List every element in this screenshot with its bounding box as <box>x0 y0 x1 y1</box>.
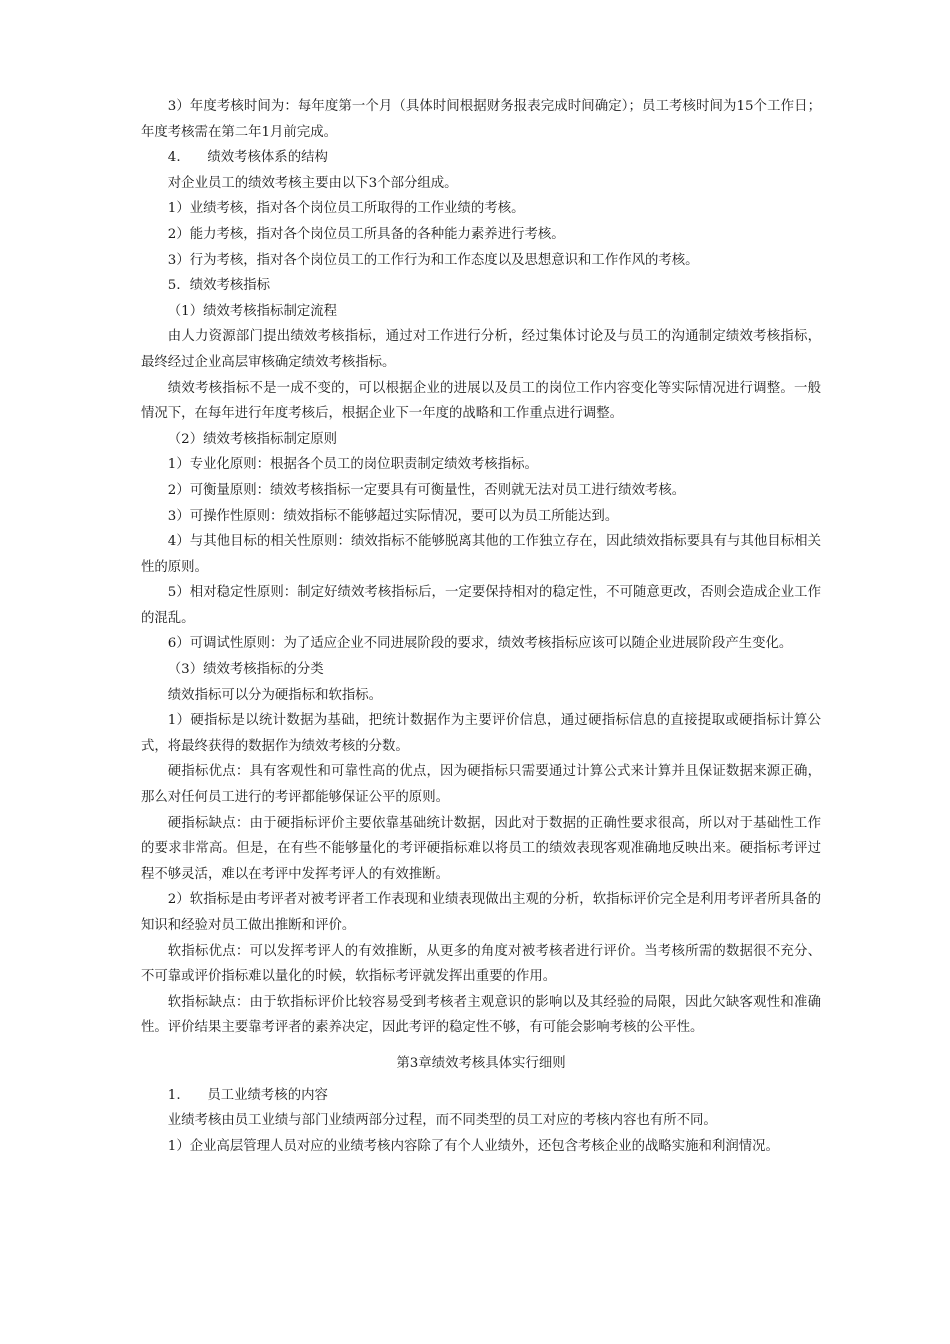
paragraph: 业绩考核由员工业绩与部门业绩两部分过程，而不同类型的员工对应的考核内容也有所不同。 <box>167 1113 717 1129</box>
list-item: 6）可调试性原则：为了适应企业不同进展阶段的要求，绩效考核指标应该可以随企业进展阶段产生变化。 <box>167 636 793 652</box>
list-item: 1）硬指标是以统计数据为基础，把统计数据作为主要评价信息，通过硬指标信息的直接提取或硬指标计算公式，将最终获得的数据作为绩效考核的分数。 <box>141 713 821 754</box>
paragraph: 对企业员工的绩效考核主要由以下3个部分组成。 <box>167 175 458 191</box>
list-item: 5）相对稳定性原则：制定好绩效考核指标后，一定要保持相对的稳定性，不可随意更改，否则会造成企业工作的混乱。 <box>141 585 821 626</box>
paragraph-exam-time: 3）年度考核时间为：每年度第一个月（具体时间根据财务报表完成时间确定）；员工考核时间为15个工作日；年度考核需在第二年1月前完成。 <box>141 99 821 140</box>
list-item: 1）企业高层管理人员对应的业绩考核内容除了有个人业绩外，还包含考核企业的战略实施和利润情况。 <box>167 1138 779 1154</box>
paragraph: 绩效指标可以分为硬指标和软指标。 <box>167 687 383 703</box>
chapter-heading: 第3章绩效考核具体实行细则 <box>396 1055 566 1071</box>
list-item: 3）行为考核，指对各个岗位员工的工作行为和工作态度以及思想意识和工作作风的考核。 <box>167 252 699 268</box>
section-heading-1: 1. 员工业绩考核的内容 <box>167 1087 328 1103</box>
paragraph: 软指标优点：可以发挥考评人的有效推断，从更多的角度对被考核者进行评价。当考核所需的数据很不充分、不可靠或评价指标难以量化的时候，软指标考评就发挥出重要的作用。 <box>141 943 821 985</box>
list-item: 2）能力考核，指对各个岗位员工所具备的各种能力素养进行考核。 <box>167 226 565 242</box>
subsection-heading: （1）绩效考核指标制定流程 <box>167 303 338 319</box>
paragraph: 软指标缺点：由于软指标评价比较容易受到考核者主观意识的影响以及其经验的局限，因此欠缺客观性和准确性。评价结果主要靠考评者的素养决定，因此考评的稳定性不够，有可能会影响考核的公平性。 <box>141 994 821 1036</box>
section-heading-5: 5．绩效考核指标 <box>167 278 271 294</box>
paragraph: 硬指标优点：具有客观性和可靠性高的优点，因为硬指标只需要通过计算公式来计算并且保证数据来源正确，那么对任何员工进行的考评都能够保证公平的原则。 <box>141 764 821 806</box>
subsection-heading: （2）绩效考核指标制定原则 <box>167 431 338 447</box>
list-item: 1）专业化原则：根据各个员工的岗位职责制定绩效考核指标。 <box>167 457 538 473</box>
list-item: 2）软指标是由考评者对被考评者工作表现和业绩表现做出主观的分析，软指标评价完全是利用考评者所具备的知识和经验对员工做出推断和评价。 <box>141 892 821 933</box>
list-item: 3）可操作性原则：绩效指标不能够超过实际情况，要可以为员工所能达到。 <box>167 508 619 524</box>
list-item: 2）可衡量原则：绩效考核指标一定要具有可衡量性，否则就无法对员工进行绩效考核。 <box>167 482 686 498</box>
document-body <box>141 94 821 1159</box>
list-item: 4）与其他目标的相关性原则：绩效指标不能够脱离其他的工作独立存在，因此绩效指标要具有与其他目标相关性的原则。 <box>141 534 821 575</box>
subsection-heading: （3）绩效考核指标的分类 <box>167 662 324 678</box>
paragraph: 硬指标缺点：由于硬指标评价主要依靠基础统计数据，因此对于数据的正确性要求很高，所以对于基础性工作的要求非常高。但是，在有些不能够量化的考评硬指标难以将员工的绩效表现客观准确地反映出来。硬指标考评过程不够灵活，难以在考评中发挥考评人的有效推断。 <box>141 815 821 882</box>
list-item: 1）业绩考核，指对各个岗位员工所取得的工作业绩的考核。 <box>167 201 525 217</box>
section-heading-4: 4. 绩效考核体系的结构 <box>167 150 328 166</box>
paragraph: 由人力资源部门提出绩效考核指标，通过对工作进行分析，经过集体讨论及与员工的沟通制定绩效考核指标，最终经过企业高层审核确定绩效考核指标。 <box>141 329 821 370</box>
paragraph: 绩效考核指标不是一成不变的，可以根据企业的进展以及员工的岗位工作内容变化等实际情况进行调整。一般情况下，在每年进行年度考核后，根据企业下一年度的战略和工作重点进行调整。 <box>141 380 821 422</box>
